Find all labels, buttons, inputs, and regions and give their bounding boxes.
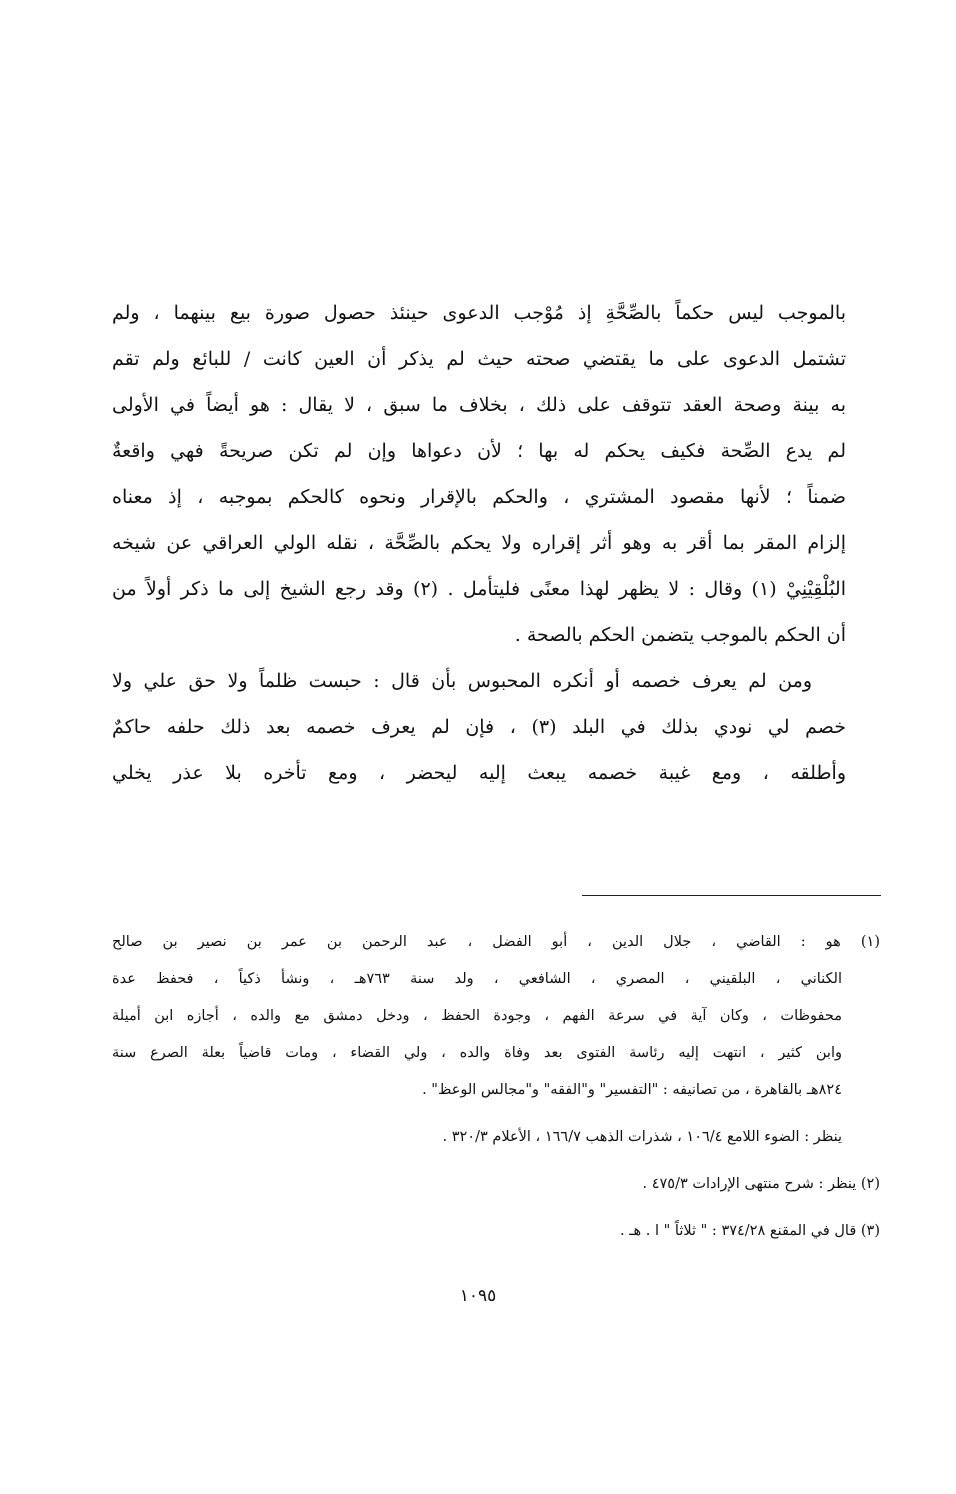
page-number: ١٠٩٥ [459,1286,497,1306]
text-line: ومن لم يعرف خصمه أو أنكره المحبوس بأن قال : حبست ظلماً ولا حق علي ولا [112,670,812,692]
footnote-1-line: (١) هو : القاضي ، جلال الدين ، أبو الفضل ، عبد الرحمن بن عمر بن نصير بن صالح [112,934,880,950]
text-line: خصم لي نودي بذلك في البلد (٣) ، فإن لم يعرف خصمه بعد ذلك حلفه حاكمٌ [112,716,846,738]
footnotes [112,924,880,1250]
text-line: ضمناً ؛ لأنها مقصود المشتري ، والحكم بالإقرار ونحوه كالحكم بموجبه ، إذ معناه [112,486,846,508]
footnote-1-line: محفوظات ، وكان آية في سرعة الفهم ، وجودة الحفظ ، ودخل دمشق مع والده ، أجازه ابن أميلة [112,1008,842,1024]
text-line: أن الحكم بالموجب يتضمن الحكم بالصحة . [514,624,846,646]
footnote-1-references: ينظر : الضوء اللامع ١٠٦/٤ ، شذرات الذهب ١٦٦/٧ ، الأعلام ٣٢٠/٣ . [442,1129,842,1145]
main-text [112,290,846,796]
text-line: إلزام المقر بما أقر به وهو أثر إقراره ولا يحكم بالصِّحَّة ، نقله الولي العراقي عن شيخه [112,532,846,554]
text-line: به بينة وصحة العقد تتوقف على ذلك ، بخلاف ما سبق ، لا يقال : هو أيضاً في الأولى [112,394,846,416]
footnote-divider [582,895,881,896]
text-line: تشتمل الدعوى على ما يقتضي صحته حيث لم يذكر أن العين كانت / للبائع ولم تقم [112,348,846,370]
footnote-2: (٢) ينظر : شرح منتهى الإرادات ٤٧٥/٣ . [642,1176,880,1192]
text-line: لم يدع الصِّحة فكيف يحكم له بها ؛ لأن دعواها وإن لم تكن صريحةً فهي واقعةٌ [112,440,846,462]
footnote-1-line: ٨٢٤هـ بالقاهرة ، من تصانيفه : "التفسير" و"الفقه" و"مجالس الوعظ" . [422,1082,842,1098]
footnote-3: (٣) قال في المقنع ٣٧٤/٢٨ : " ثلاثاً " ا . هـ . [620,1223,880,1239]
footnote-1-line: وابن كثير ، انتهت إليه رئاسة الفتوى بعد وفاة والده ، ولي القضاء ، ومات قاضياً بعلة الصرع سنة [112,1045,842,1061]
footnote-1-line: الكناني ، البلقيني ، المصري ، الشافعي ، ولد سنة ٧٦٣هـ ، ونشأ ذكياً ، فحفظ عدة [112,971,842,987]
text-line: البُلْقِيْنِيْ (١) وقال : لا يظهر لهذا معنًى فليتأمل . (٢) وقد رجع الشيخ إلى ما ذكر أولاً من [112,578,846,600]
text-line: وأطلقه ، ومع غيبة خصمه يبعث إليه ليحضر ، ومع تأخره بلا عذر يخلي [112,762,846,784]
text-line: بالموجب ليس حكماً بالصِّحَّةِ إذ مُوْجب الدعوى حينئذ حصول صورة بيع بينهما ، ولم [112,302,846,324]
